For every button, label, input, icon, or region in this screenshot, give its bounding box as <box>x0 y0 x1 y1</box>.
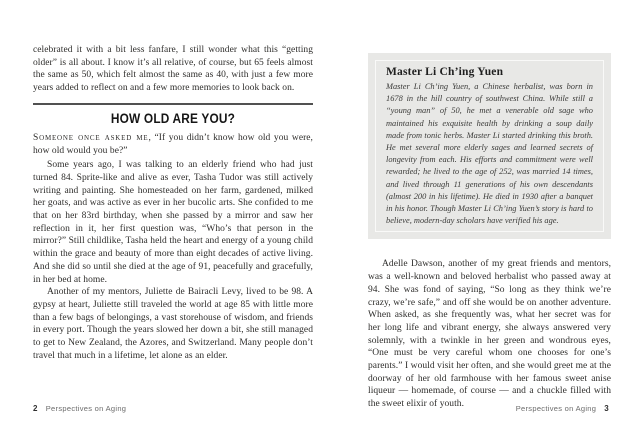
sidebar-box-title: Master Li Ch’ing Yuen <box>386 66 504 78</box>
paragraph-opener <box>33 132 313 157</box>
smallcaps-opener: Someone once asked me <box>33 132 149 143</box>
right-page <box>368 53 611 411</box>
running-title-left: Perspectives on Aging <box>45 404 127 413</box>
sidebar-box-body: Master Li Ch’ing Yuen, a Chinese herbalist, was born in 1678 in the hill country of southwest China. While still a “young man” of 50, he met a venerable old sage who maintained his exquisite health by drinking a soup daily made from tonic herbs. Master Li started drinking this broth. He met several more elderly sages and learned secrets of longevity from each. His efforts and commitment were well rewarded; he lived to the age of 252, was married 14 times, and lived through 11 generations of his own descendants (almost 200 in his lifetime). He died in 1930 after a banquet in his honor. Though Master Li Ch’ing Yuen’s story is hard to believe, modern-day scholars have verified his age. <box>386 82 593 226</box>
sidebar-box <box>368 53 611 239</box>
left-page <box>33 44 313 362</box>
page-number-left: 2 <box>33 404 38 413</box>
running-title-right: Perspectives on Aging <box>515 404 597 413</box>
section-heading: HOW OLD ARE YOU? <box>110 110 236 126</box>
paragraph-tasha: Some years ago, I was talking to an elderly friend who had just turned 84. Sprite-like and alive as ever, Tasha Tudor was still actively writing and painting. She homesteaded on her farm, gardened, milked her goats, and was active as ever in her bucolic arts. She confided to me that on her 83rd birthday, when she passed by a mirror and saw her reflection in it, her first question was, “Who’s that person in the mirror?” Still childlike, Tasha held the heart and energy of a young child within the grace and beauty of more than eight decades of active living. And she did so until she died at the age of 91, peacefully and gracefully, in her bed at home. <box>33 160 313 285</box>
page-number-right: 3 <box>604 404 609 413</box>
section-divider <box>33 103 313 105</box>
left-footer <box>33 404 126 413</box>
paragraph-adelle: Adelle Dawson, another of my great friends and mentors, was a well-known and beloved herbalist who passed away at 94. She was fond of saying, “So long as they think we’re crazy, we’re safe,” and off she would be on another adventure. When asked, as she frequently was, what her secret was for her long life and vibrant energy, she always answered very solemnly, with a twinkle in her green and wondrous eyes, “One must be very careful whom one chooses for one’s parents.” I would visit her often, and she would greet me at the doorway of her old farmhouse with her famous sweet anise liqueur — homemade, of course — and a chuckle filled with the sweet elixir of youth. <box>368 259 611 410</box>
opener-rest: , “If you didn’t know how old you were, how old would you be?” <box>33 132 313 156</box>
paragraph-continuation: celebrated it with a bit less fanfare, I still wonder what this “getting older” is all about. I know it’s all relative, of course, but 65 feels almost the same as 50, which felt almost the same as 40, with just a few more years added to reflect on and a few more memories to look back on. <box>33 45 313 94</box>
right-footer <box>516 404 609 413</box>
paragraph-juliette: Another of my mentors, Juliette de Bairacli Levy, lived to be 98. A gypsy at heart, Juliette still traveled the world at age 85 with little more than a few bags of belongings, a vast storehouse of wisdom, and friends in every port. Though the years slowed her down a bit, she still managed to get to New Zealand, the Azores, and Switzerland. Many people don’t travel that much in a lifetime, let alone as an elder. <box>33 287 313 361</box>
